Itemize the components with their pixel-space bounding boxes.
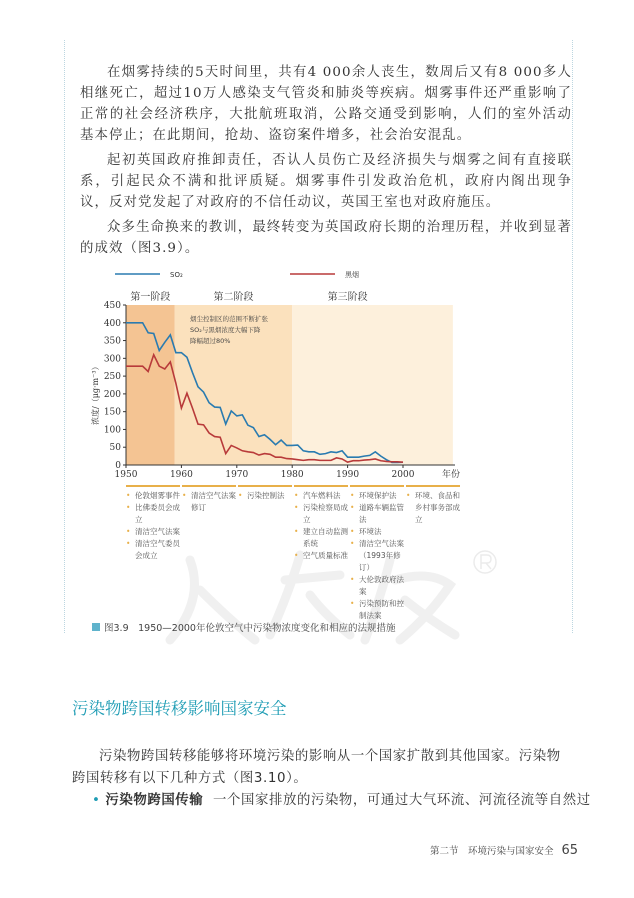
timeline-column [126, 485, 180, 562]
y-tick-label: 450 [103, 301, 121, 311]
caption-marker-icon [92, 623, 100, 631]
timeline-item: • 清洁空气委员会成立 [126, 538, 180, 562]
page-footer [430, 843, 578, 858]
x-tick-label: 2000 [391, 470, 415, 480]
timeline-item: • 比佛委员会成立 [126, 502, 180, 526]
paragraph-2: 起初英国政府推卸责任，否认人员伤亡及经济损失与烟雾之间有直接联系，引起民众不满和批评质疑。烟雾事件引发政治危机，政府内阁出现争议，反对党发起了对政府的不信任动议，英国王室也对政府施压。 [80, 153, 572, 210]
paragraph-3: 众多生命换来的教训，最终转变为英国政府长期的治理历程，并收到显著的成效（图3.9）。 [80, 220, 572, 256]
timeline-bar [294, 485, 348, 487]
timeline-item: • 污染检察局成立 [294, 502, 348, 526]
pollution-chart [90, 265, 470, 485]
timeline-item: • 污染控制法 [238, 490, 292, 502]
x-tick-label: 1960 [169, 470, 193, 480]
legend-label: 黑烟 [345, 271, 359, 279]
x-tick-label: 1990 [336, 470, 360, 480]
y-tick-label: 200 [103, 389, 121, 400]
timeline-bar [238, 485, 292, 487]
paragraph-4: 污染物跨国转移能够将环境污染的影响从一个国家扩散到其他国家。污染物跨国转移有以下几种方式（图3.10）。 [72, 749, 561, 786]
timeline-bar [182, 485, 236, 487]
x-tick-label: 1950 [114, 470, 138, 480]
y-tick-label: 100 [103, 425, 121, 436]
paragraph-1: 在烟雾持续的5天时间里，共有4 000余人丧生，数周后又有8 000多人相继死亡，超过10万人感染支气管炎和肺炎等疾病。烟雾事件还严重影响了正常的社会经济秩序，大批航班取消，公路交通受到影响，人们的室外活动基本停止；在此期间，抢劫、盗窃案件增多，社会治安混乱。 [80, 65, 572, 143]
y-tick-label: 250 [103, 372, 121, 383]
footer-section: 第二节 环境污染与国家安全 [430, 846, 554, 857]
timeline-bar [406, 485, 460, 487]
timeline-column [350, 485, 404, 622]
timeline-item: • 环境、食品和乡村事务部成立 [406, 490, 460, 526]
timeline-column [294, 485, 348, 562]
y-tick-label: 300 [103, 354, 121, 365]
figure-caption [92, 620, 395, 634]
timeline-item: • 清洁空气法案修订 [182, 490, 236, 514]
bullet-item [92, 790, 591, 812]
bullet-icon: • [92, 793, 106, 808]
section-heading: 污染物跨国转移影响国家安全 [72, 699, 287, 718]
timeline-item: • 空气质量标准 [294, 550, 348, 562]
bullet-title: 污染物跨国传输 [105, 793, 204, 808]
timeline-item: • 环境法 [350, 526, 404, 538]
timeline-item: • 汽车燃料法 [294, 490, 348, 502]
y-tick-label: 400 [103, 318, 121, 329]
timeline-item: • 伦敦烟雾事件 [126, 490, 180, 502]
phase-band-3 [292, 305, 453, 465]
timeline-item: • 环境保护法 [350, 490, 404, 502]
annotation-line: 烟尘控制区的范围不断扩张 [190, 315, 268, 323]
phase-band-1 [126, 305, 175, 465]
bullet-text: 一个国家排放的污染物，可通过大气环流、河流径流等自然过 [213, 793, 591, 808]
caption-text: 图3.9 1950—2000年伦敦空气中污染物浓度变化和相应的法规措施 [104, 623, 396, 634]
phase-label-1: 第一阶段 [130, 292, 171, 303]
phase-label-3: 第三阶段 [327, 292, 368, 303]
timeline-item: • 清洁空气法案 [126, 526, 180, 538]
timeline-item: • 大伦敦政府法案 [350, 574, 404, 598]
annotation-line: 降幅超过80% [190, 337, 231, 345]
timeline-item: • 污染预防和控制法案 [350, 598, 404, 622]
y-tick-label: 150 [103, 407, 121, 418]
timeline-item: • 清洁空气法案（1993年修订） [350, 538, 404, 574]
legend-label: SO₂ [170, 271, 183, 279]
y-tick-label: 50 [109, 443, 121, 454]
x-tick-label: 1970 [225, 470, 249, 480]
x-axis-label: 年份 [442, 470, 461, 480]
annotation-line: SO₂与黑烟浓度大幅下降 [190, 326, 261, 334]
page-border-left [64, 40, 65, 633]
y-tick-label: 350 [103, 336, 121, 347]
phase-label-2: 第二阶段 [213, 292, 254, 303]
timeline-column [182, 485, 236, 514]
y-axis-label: 浓度/（μg·m⁻³） [91, 362, 100, 425]
y-tick-label: 0 [115, 461, 121, 471]
page-border-right [572, 40, 573, 633]
timeline-item: • 道路车辆监管法 [350, 502, 404, 526]
timeline-column [238, 485, 292, 502]
timeline-bar [126, 485, 180, 487]
timeline-column [406, 485, 460, 526]
page-number: 65 [561, 843, 579, 858]
x-tick-label: 1980 [280, 470, 304, 480]
timeline-item: • 建立自动监测系统 [294, 526, 348, 550]
timeline-bar [350, 485, 404, 487]
